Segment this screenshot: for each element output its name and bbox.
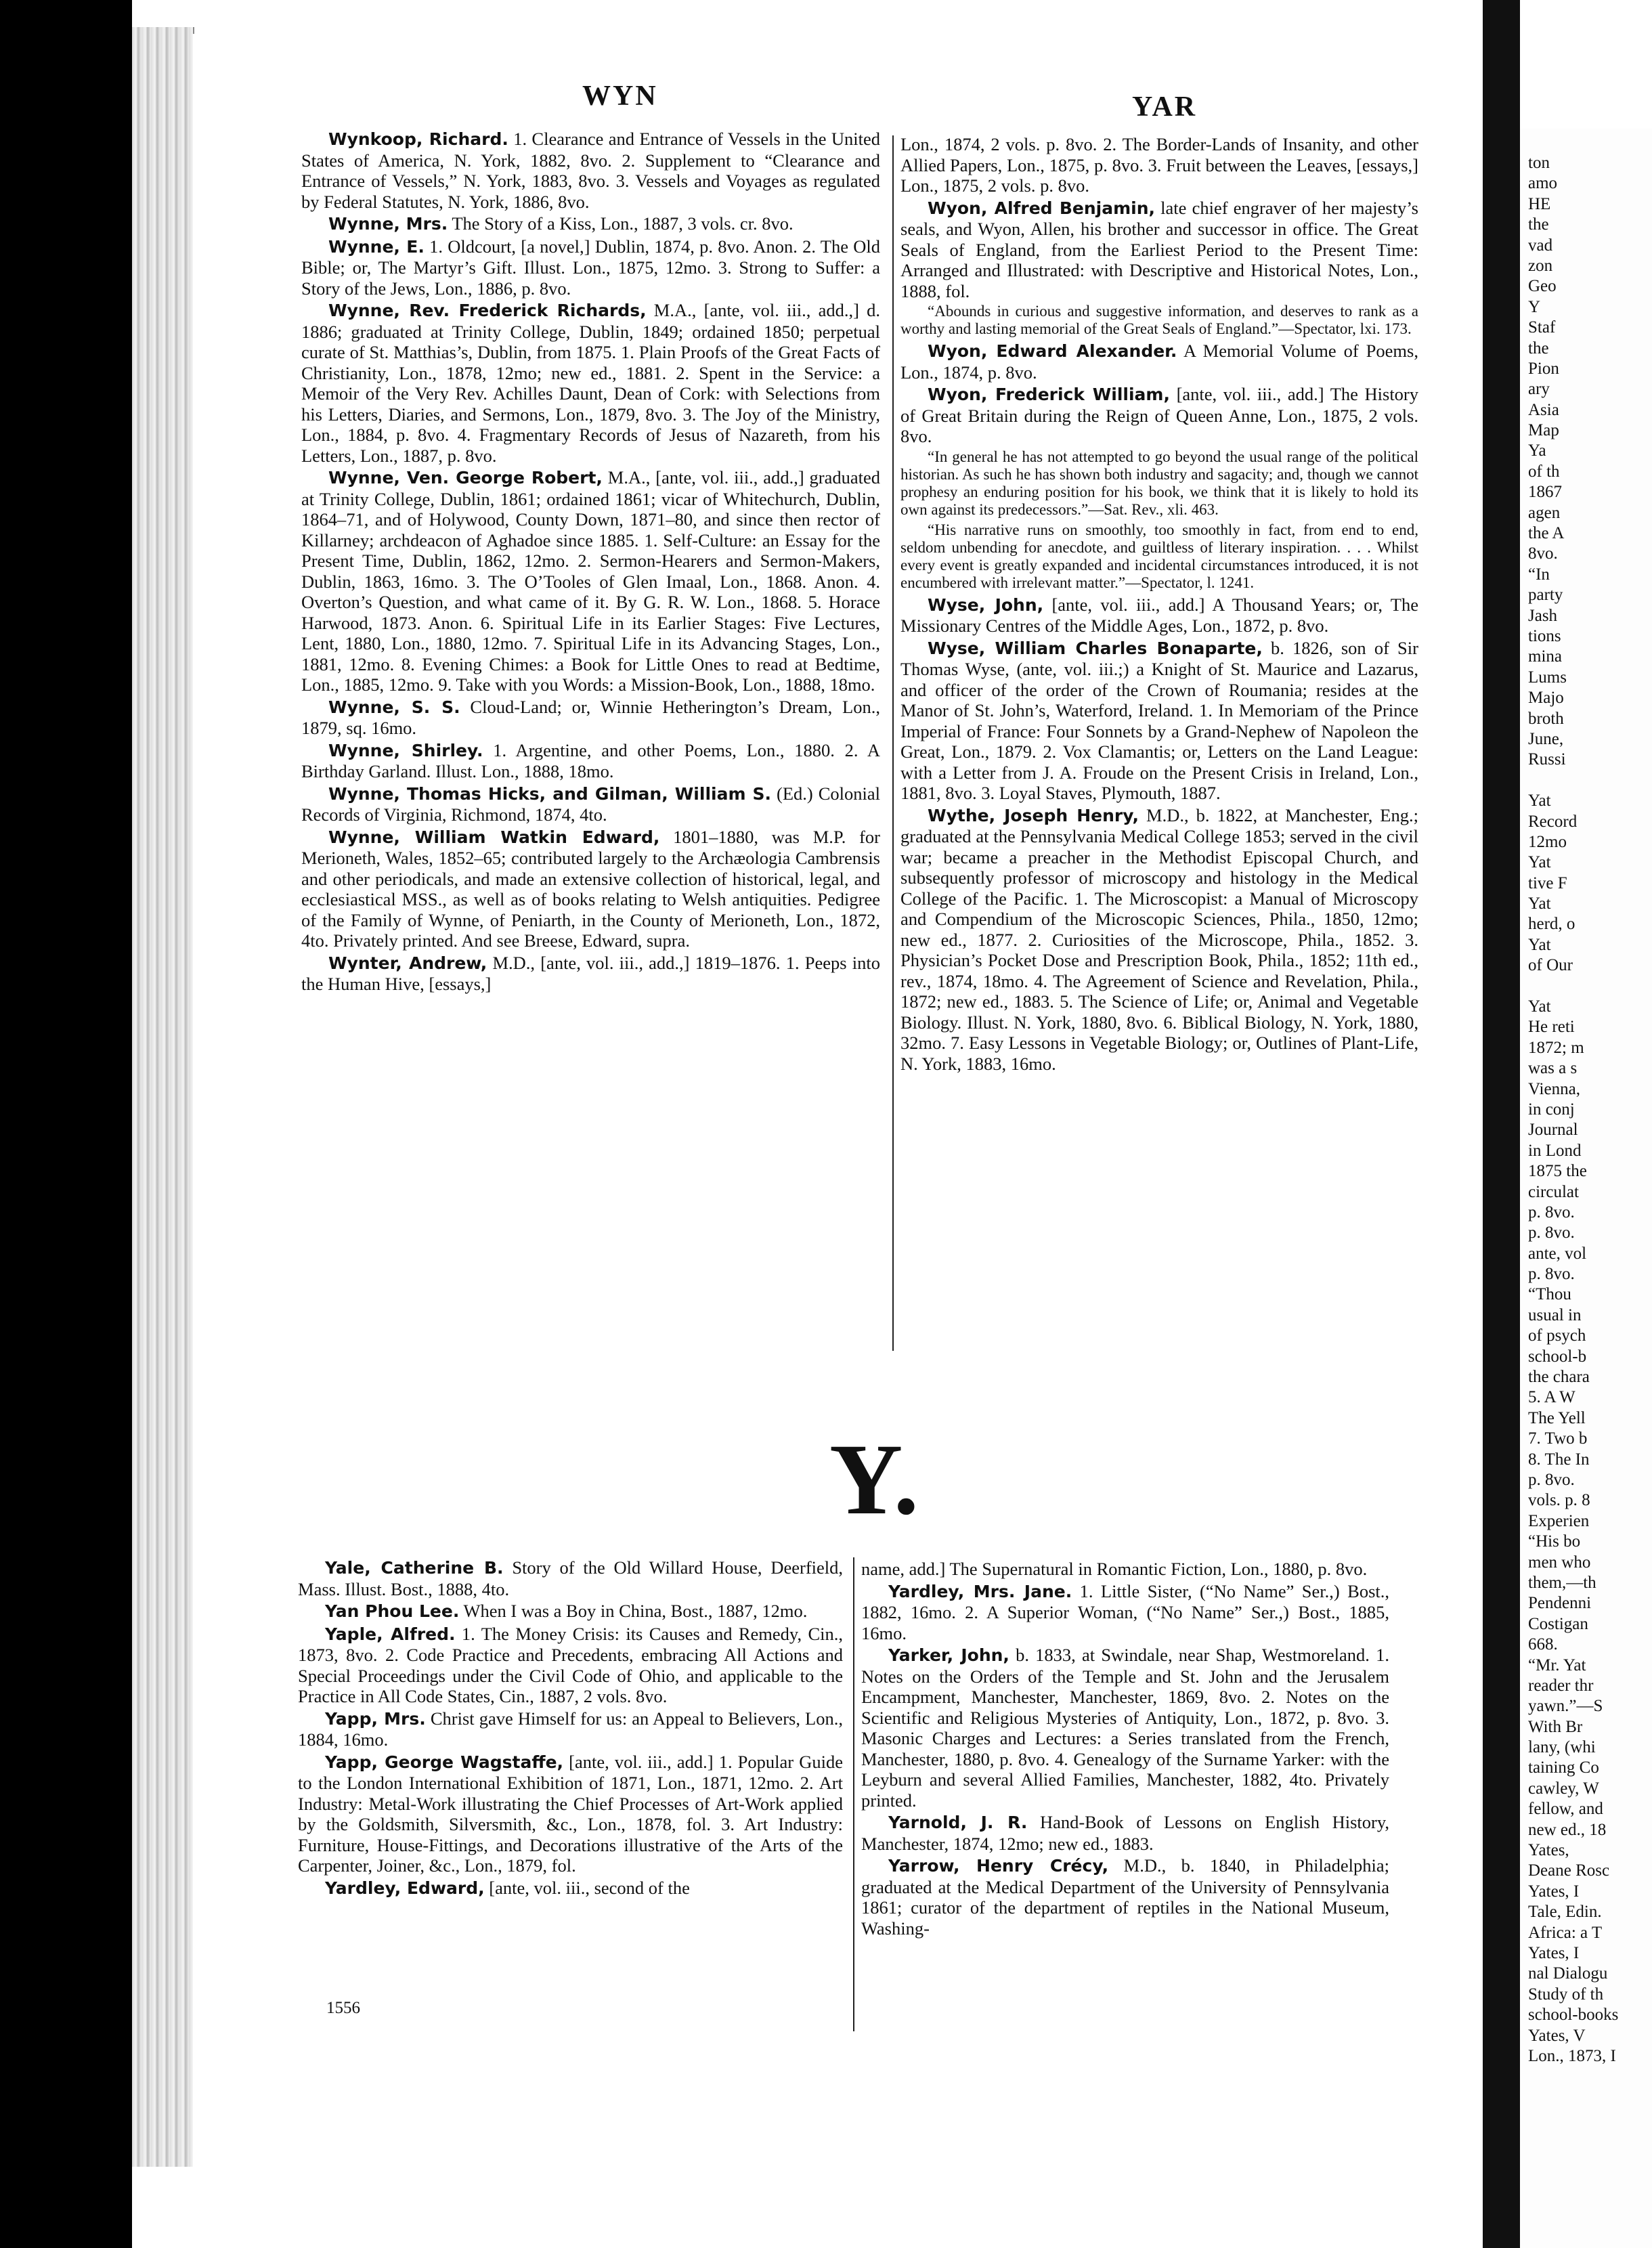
facing-line: of psych	[1528, 1326, 1586, 1345]
dictionary-entry	[301, 953, 880, 995]
facing-line: in Lond	[1528, 1141, 1582, 1160]
facing-line: school-books	[1528, 2006, 1619, 2025]
facing-line: Yates,	[1528, 1841, 1569, 1860]
facing-line: yawn.”—S	[1528, 1697, 1603, 1716]
facing-line: lany, (whi	[1528, 1738, 1596, 1757]
facing-line: agen	[1528, 503, 1561, 522]
entry-name: Yardley, Edward,	[325, 1878, 485, 1898]
dictionary-entry	[298, 1624, 843, 1707]
dictionary-entry	[900, 638, 1418, 804]
facing-line: Yates, V	[1528, 2026, 1586, 2045]
entry-name: Wynne, Thomas Hicks, and Gilman, William S.	[328, 783, 772, 804]
facing-line: ary	[1528, 380, 1550, 399]
facing-line: new ed., 18	[1528, 1820, 1607, 1839]
entry-text: name, add.] The Supernatural in Romantic Fiction, Lon., 1880, p. 8vo.	[861, 1559, 1368, 1579]
entry-text: M.A., [ante, vol. iii., add.,] graduated at Trinity College, Dublin, 1861; ordained 1861; vicar of Whitechurch, Dublin, 1864–71, and of Holywood, County Down, 1871–80, and since then rector of Killarney; archdeacon of Aghadoe since 1885. 1. Self-Culture: an Essay for the Present Time, Dublin, 1862, 12mo. 2. Sermon-Hearers and Sermon-Makers, Dublin, 1863, 16mo. 3. The O’Tooles of Glen Imaal, Lon., 1868. Anon. 4. Overton’s Question, and what came of it. By G. R. W. Lon., 1868. 5. Horace Harwood, 1873. Anon. 6. Spiritual Life in its Earlier Stages: Five Lectures, Lent, 1880, Lon., 1880, 12mo. 7. Spiritual Life in its Advancing Stages, Lon., 1881, 12mo. 8. Evening Chimes: a Book for Little Ones to read at Bedtime, Lon., 1885, 12mo. 9. Take with you Words: a Mission-Book, Lon., 1888, 18mo.	[301, 467, 880, 695]
facing-line: 8vo.	[1528, 544, 1558, 563]
entry-text: Hand-Book of Lessons on English History, Manchester, 1874, 12mo; new ed., 1883.	[861, 1812, 1389, 1854]
column-top-right	[900, 134, 1418, 1075]
facing-line: p. 8vo.	[1528, 1203, 1575, 1222]
facing-line: Lon., 1873, I	[1528, 2046, 1616, 2065]
dictionary-entry	[900, 341, 1418, 383]
facing-line: Majo	[1528, 689, 1564, 708]
entry-name: Wynkoop, Richard.	[328, 129, 508, 149]
entry-text: [ante, vol. iii., add.] A Thousand Years; or, The Missionary Centres of the Middle Ages, Lon., 1872, p. 8vo.	[900, 594, 1418, 636]
facing-line: “His bo	[1528, 1532, 1581, 1551]
facing-line: Yat	[1528, 935, 1551, 954]
facing-line: nal Dialogu	[1528, 1964, 1608, 1983]
facing-line: men who	[1528, 1553, 1591, 1572]
entry-name: Yan Phou Lee.	[325, 1601, 460, 1621]
running-header-left: WYN	[582, 81, 658, 112]
facing-line: 5. A W	[1528, 1388, 1575, 1407]
dictionary-entry	[301, 740, 880, 782]
entry-text: 1. Little Sister, (“No Name” Ser.,) Bost., 1882, 16mo. 2. A Superior Woman, (“No Name” Ser.,) Bost., 1885, 16mo.	[861, 1580, 1389, 1643]
facing-line: herd, o	[1528, 915, 1575, 934]
facing-line: HE	[1528, 194, 1551, 213]
facing-line: cawley, W	[1528, 1779, 1599, 1798]
entry-name: Wyon, Alfred Benjamin,	[928, 198, 1155, 218]
facing-line: The Yell	[1528, 1408, 1586, 1427]
column-top-left	[301, 129, 880, 996]
entry-text: b. 1833, at Swindale, near Shap, Westmoreland. 1. Notes on the Orders of the Temple and St. John and the Jerusalem Encampment, Manchester, Manchester, 1869, 8vo. 2. Notes on the Scientific and Religious Mysteries of Antiquity, Lon., 1872, p. 8vo. 3. Masonic Charges and Lectures: a Series translated from the French, Manchester, 1880, p. 8vo. 4. Genealogy of the Surname Yarker: with the Leyburn and several Allied Families, Manchester, 1882, 4to. Privately printed.	[861, 1645, 1389, 1811]
entry-text: M.D., [ante, vol. iii., add.,] 1819–1876. 1. Peeps into the Human Hive, [essays,]	[301, 952, 880, 994]
facing-line: Yat	[1528, 894, 1551, 913]
facing-line: school-b	[1528, 1347, 1587, 1366]
entry-text: 1. Oldcourt, [a novel,] Dublin, 1874, p. 8vo. Anon. 2. The Old Bible; or, The Martyr’s Gift. Illust. Lon., 1875, 12mo. 3. Strong to Suffer: a Story of the Jews, Lon., 1886, p. 8vo.	[301, 236, 880, 299]
entry-name: Yale, Catherine B.	[325, 1558, 504, 1578]
facing-line: Asia	[1528, 400, 1559, 419]
facing-line: ante, vol	[1528, 1244, 1587, 1263]
entry-text: 1801–1880, was M.P. for Merioneth, Wales, 1852–65; contributed largely to the Archæologia Cambrensis and other periodicals, and made an extensive collection of historical, legal, and ecclesiastical MSS., as well as of books relating to Welsh antiquities. Pedigree of the Family of Wynne, of Peniarth, in the County of Merioneth, Lon., 1872, 4to. Privately printed. And see Breese, Edward, supra.	[301, 826, 880, 951]
entry-name: Wynne, Shirley.	[328, 740, 483, 760]
entry-name: Yarrow, Henry Crécy,	[888, 1856, 1109, 1876]
entry-name: Yapp, Mrs.	[325, 1708, 426, 1729]
dictionary-entry	[900, 198, 1418, 302]
dictionary-entry	[301, 827, 880, 951]
facing-line: p. 8vo.	[1528, 1265, 1575, 1284]
entry-text: late chief engraver of her majesty’s seals, and Wyon, Allen, his brother and successor in office. The Great Seals of England, from the Earliest Period to the Present Time: Arranged and Illustrated: with Descriptive and Historical Notes, Lon., 1888, fol.	[900, 197, 1418, 301]
dictionary-entry	[861, 1581, 1389, 1644]
facing-line: tions	[1528, 626, 1561, 645]
entry-name: Wyse, John,	[928, 595, 1044, 615]
entry-name: Wynne, S. S.	[328, 697, 460, 717]
entry-text: [ante, vol. iii., add.] 1. Popular Guide to the London International Exhibition of 1871, Lon., 1871, 12mo. 2. Art Industry: Metal-Work illustrating the Chief Processes of Art-Work applied by the Goldsmith, Silversmith, &c., Lon., 1878, fol. 3. Art Industry: Furniture, House-Fittings, and Decorations illustrative of the Arts of the Carpenter, Joiner, &c., Lon., 1879, fol.	[298, 1751, 843, 1876]
entry-text: A Memorial Volume of Poems, Lon., 1874, p. 8vo.	[900, 341, 1418, 383]
dictionary-entry	[301, 236, 880, 299]
facing-line: tive F	[1528, 873, 1567, 892]
facing-line	[1528, 771, 1618, 791]
running-header-right: YAR	[1132, 91, 1198, 123]
facing-line: vols. p. 8	[1528, 1491, 1590, 1510]
entry-text: 1. The Money Crisis: its Causes and Remedy, Cin., 1873, 8vo. 2. Code Practice and Precedents, embracing All Actions and Special Proceedings under the Civil Code of Ohio, and applicable to the Practice in All Code States, Cin., 1887, 2 vols. 8vo.	[298, 1623, 843, 1706]
dictionary-entry	[298, 1708, 843, 1750]
dictionary-entry	[301, 300, 880, 466]
entry-name: Wyon, Edward Alexander.	[928, 341, 1177, 361]
facing-line: vad	[1528, 236, 1553, 255]
entry-text: 1. Argentine, and other Poems, Lon., 1880. 2. A Birthday Garland. Illust. Lon., 1888, 18mo.	[301, 739, 880, 781]
facing-line: Russi	[1528, 750, 1566, 769]
facing-line: Y	[1528, 297, 1541, 316]
facing-line: 1867	[1528, 483, 1562, 502]
entry-text: M.D., b. 1822, at Manchester, Eng.; graduated at the Pennsylvania Medical College 1853; served in the civil war; became a preacher in the Methodist Episcopal Church, and subsequently professor of microscopy and histology in the Medical College of the Pacific. 1. The Microscopist: a Manual of Microscopy and Compendium of the Microscopic Sciences, Phila., 1850, 12mo; new ed., 1877. 2. Curiosities of the Microscope, Phila., 1852. 3. Physician’s Pocket Dose and Prescription Book, Phila., 1852; 11th ed., rev., 1874, 18mo. 4. The Agreement of Science and Revelation, Phila., 1872; new ed., 1883. 5. The Science of Life; or, Animal and Vegetable Biology. Illust. N. York, 1880, 8vo. 6. Biblical Biology, N. York, 1880, 32mo. 7. Easy Lessons in Vegetable Biology; or, Outlines of Plant-Life, N. York, 1883, 16mo.	[900, 804, 1418, 1074]
facing-line: June,	[1528, 729, 1564, 748]
facing-line: “In	[1528, 565, 1550, 584]
dictionary-entry	[298, 1878, 843, 1899]
page-stack-edges	[132, 27, 194, 2167]
facing-line: 12mo	[1528, 832, 1567, 851]
entry-text: M.A., [ante, vol. iii., add.,] d. 1886; graduated at Trinity College, Dublin, 1849; ordained 1850; perpetual curate of St. Matthias’s, Dublin, from 1875. 1. Plain Proofs of the Great Facts of Christianity, Lon., 1878, 12mo; new ed., 1881. 2. Spent in the Service: a Memoir of the Very Rev. Achilles Daunt, Dean of Cork: with Selections from his Letters, Diaries, and Sermons, Lon., 1879, 8vo. 3. The Joy of the Ministry, Lon., 1884, p. 8vo. 4. Fragmentary Records of Jesus of Nazareth, from his Letters, Lon., 1887, p. 8vo.	[301, 300, 881, 466]
facing-page-fragment	[1520, 129, 1652, 2248]
facing-line: Staf	[1528, 318, 1556, 337]
entry-text: The Story of a Kiss, Lon., 1887, 3 vols. cr. 8vo.	[448, 213, 794, 234]
dictionary-entry	[900, 384, 1418, 447]
facing-line: Record	[1528, 812, 1578, 831]
facing-line: reader thr	[1528, 1676, 1594, 1695]
entry-name: Wynne, E.	[328, 236, 425, 257]
facing-line: 8. The In	[1528, 1450, 1590, 1469]
facing-line: Deane Rosc	[1528, 1861, 1610, 1880]
facing-line	[1528, 976, 1618, 997]
column-bottom-left	[298, 1557, 843, 1900]
facing-line: the	[1528, 215, 1549, 234]
facing-line: zon	[1528, 256, 1553, 275]
facing-line: Jash	[1528, 606, 1558, 625]
entry-text: 1. Clearance and Entrance of Vessels in the United States of America, N. York, 1882, 8vo. 2. Supplement to “Clearance and Entrance of Vessels,” N. York, 1883, 8vo. 3. Vessels and Voyages as regulated by Federal Statutes, N. York, 1886, 8vo.	[301, 129, 881, 212]
entry-name: Yardley, Mrs. Jane.	[888, 1581, 1072, 1601]
entry-text: [ante, vol. iii., add.] The History of Great Britain during the Reign of Queen Anne, Lon., 1875, 2 vols. 8vo.	[900, 384, 1419, 446]
dictionary-entry	[900, 805, 1418, 1075]
entry-name: Wythe, Joseph Henry,	[928, 805, 1139, 825]
facing-page-text	[1528, 153, 1618, 2067]
facing-line: Experien	[1528, 1511, 1590, 1530]
facing-line: of Our	[1528, 956, 1573, 975]
dictionary-entry	[900, 134, 1418, 196]
facing-line: fellow, and	[1528, 1800, 1603, 1819]
facing-line: Yat	[1528, 853, 1551, 872]
dictionary-entry	[301, 129, 880, 212]
quote: “Abounds in curious and suggestive information, and deserves to rank as a worthy and lasting memorial of the Great Seals of England.”—Spectator, lxi. 173.	[900, 303, 1418, 337]
entry-name: Wynne, William Watkin Edward,	[328, 827, 660, 847]
facing-line: Yat	[1528, 792, 1551, 810]
entry-name: Wynter, Andrew,	[328, 953, 487, 973]
facing-line: Vienna,	[1528, 1079, 1580, 1098]
facing-line: Yat	[1528, 997, 1551, 1016]
quote: “In general he has not attempted to go beyond the usual range of the political historian. As such he has shown both industry and sagacity; and, though we cannot prophesy an enduring position for his book, we think that it is likely to hold its own against its predecessors.”—Sat. Rev., xli. 463.	[900, 448, 1418, 518]
facing-line: the A	[1528, 524, 1565, 543]
facing-line: was a s	[1528, 1059, 1578, 1078]
dictionary-entry	[861, 1855, 1389, 1939]
facing-line: the chara	[1528, 1368, 1590, 1387]
facing-line: 1875 the	[1528, 1162, 1587, 1181]
book-gutter	[1483, 0, 1520, 2248]
facing-line: Yates, I	[1528, 1943, 1580, 1962]
facing-line: Ya	[1528, 441, 1546, 460]
dictionary-entry	[301, 783, 880, 825]
quote: “His narrative runs on smoothly, too smoothly in fact, from end to end, seldom unbending for anecdote, and guiltless of literary inspiration. . . . Whilst every event is greatly expanded and incidental circumstances introduced, it is not encumbered with irrelevant matter.”—Spectator, l. 1241.	[900, 521, 1418, 591]
column-bottom-right	[861, 1559, 1389, 1940]
facing-line: p. 8vo.	[1528, 1471, 1575, 1489]
entry-name: Yarnold, J. R.	[888, 1813, 1028, 1832]
dictionary-entry	[861, 1812, 1389, 1854]
facing-line: mina	[1528, 647, 1562, 666]
dictionary-entry	[301, 697, 880, 739]
facing-line: He reti	[1528, 1018, 1575, 1037]
facing-line: Costigan	[1528, 1614, 1588, 1633]
entry-name: Wynne, Mrs.	[328, 214, 448, 234]
entry-name: Wynne, Rev. Frederick Richards,	[328, 301, 647, 320]
facing-line: “Thou	[1528, 1285, 1571, 1304]
entry-name: Yapp, George Wagstaffe,	[325, 1752, 564, 1772]
entry-name: Wyon, Frederick William,	[928, 385, 1170, 404]
facing-line: Pendenni	[1528, 1594, 1592, 1613]
entry-name: Wyse, William Charles Bonaparte,	[928, 638, 1263, 658]
dictionary-entry	[298, 1557, 843, 1599]
entry-text: b. 1826, son of Sir Thomas Wyse, (ante, vol. iii.;) a Knight of St. Maurice and Lazarus, and officer of the order of the Crown of Roumania; resides at the Manor of St. John’s, Waterford, Ireland. 1. In Memoriam of the Prince Imperial of France: Four Sonnets by a Grand-Nephew of Napoleon the Great, Lon., 1879. 2. Vox Clamantis; or, Letters on the Land League: with a Letter from J. A. Froude on the Present Crisis in Ireland, Lon., 1881, 8vo. 3. Loyal Staves, Plymouth, 1887.	[900, 637, 1418, 803]
entry-text: Lon., 1874, 2 vols. p. 8vo. 2. The Border-Lands of Insanity, and other Allied Papers, Lon., 1875, p. 8vo. 3. Fruit between the Leaves, [essays,] Lon., 1875, 2 vols. p. 8vo.	[900, 134, 1418, 196]
dictionary-entry	[301, 467, 880, 695]
entry-text: M.D., b. 1840, in Philadelphia; graduated at the Medical Department of the University of Pennsylvania 1861; curator of the department of reptiles in the National Museum, Washing-	[861, 1855, 1389, 1939]
entry-text: Christ gave Himself for us: an Appeal to Believers, Lon., 1884, 16mo.	[298, 1708, 843, 1750]
facing-line: 7. Two b	[1528, 1429, 1588, 1448]
dictionary-entry	[861, 1645, 1389, 1811]
facing-line: taining Co	[1528, 1758, 1599, 1777]
facing-line: “Mr. Yat	[1528, 1656, 1586, 1674]
entry-text: When I was a Boy in China, Bost., 1887, 12mo.	[459, 1601, 808, 1621]
facing-line: usual in	[1528, 1305, 1582, 1324]
dictionary-entry	[298, 1752, 843, 1876]
facing-line: Study of th	[1528, 1985, 1604, 2004]
entry-name: Yaple, Alfred.	[325, 1624, 456, 1644]
entry-text: [ante, vol. iii., second of the	[484, 1877, 690, 1898]
dictionary-entry	[298, 1601, 843, 1622]
facing-line: 668.	[1528, 1635, 1558, 1654]
facing-line: With Br	[1528, 1717, 1583, 1736]
entry-text: Cloud-Land; or, Winnie Hetherington’s Dream, Lon., 1879, sq. 16mo.	[301, 696, 880, 738]
entry-name: Wynne, Ven. George Robert,	[328, 468, 603, 488]
facing-line: circulat	[1528, 1182, 1579, 1201]
facing-line: Pion	[1528, 359, 1559, 378]
scan-black-border	[0, 0, 132, 2248]
dictionary-entry	[861, 1559, 1389, 1580]
facing-line: Journal	[1528, 1121, 1578, 1140]
facing-line: the	[1528, 339, 1549, 358]
facing-line: them,—th	[1528, 1573, 1596, 1592]
facing-line: amo	[1528, 174, 1558, 193]
dictionary-entry	[301, 213, 880, 235]
facing-line: Geo	[1528, 277, 1557, 296]
facing-line: broth	[1528, 709, 1564, 728]
dictionary-entry	[900, 595, 1418, 636]
facing-line: party	[1528, 586, 1563, 605]
facing-line: Africa: a T	[1528, 1923, 1603, 1942]
facing-line: 1872; m	[1528, 1038, 1584, 1057]
facing-line: in conj	[1528, 1100, 1575, 1119]
facing-line: ton	[1528, 154, 1550, 172]
facing-line: Map	[1528, 421, 1559, 440]
facing-line: p. 8vo.	[1528, 1224, 1575, 1242]
entry-name: Yarker, John,	[888, 1645, 1009, 1665]
facing-line: of th	[1528, 462, 1560, 481]
facing-line: Lums	[1528, 668, 1567, 687]
facing-line: Tale, Edin.	[1528, 1903, 1602, 1922]
entry-text: Story of the Old Willard House, Deerfield, Mass. Illust. Bost., 1888, 4to.	[298, 1557, 844, 1599]
section-letter: Y.	[829, 1423, 919, 1536]
column-rule-top	[892, 135, 894, 1351]
entry-text: (Ed.) Colonial Records of Virginia, Richmond, 1874, 4to.	[301, 783, 880, 825]
facing-line: Yates, I	[1528, 1882, 1580, 1901]
column-rule-bottom	[853, 1557, 854, 2031]
page-number: 1556	[326, 1999, 360, 2017]
